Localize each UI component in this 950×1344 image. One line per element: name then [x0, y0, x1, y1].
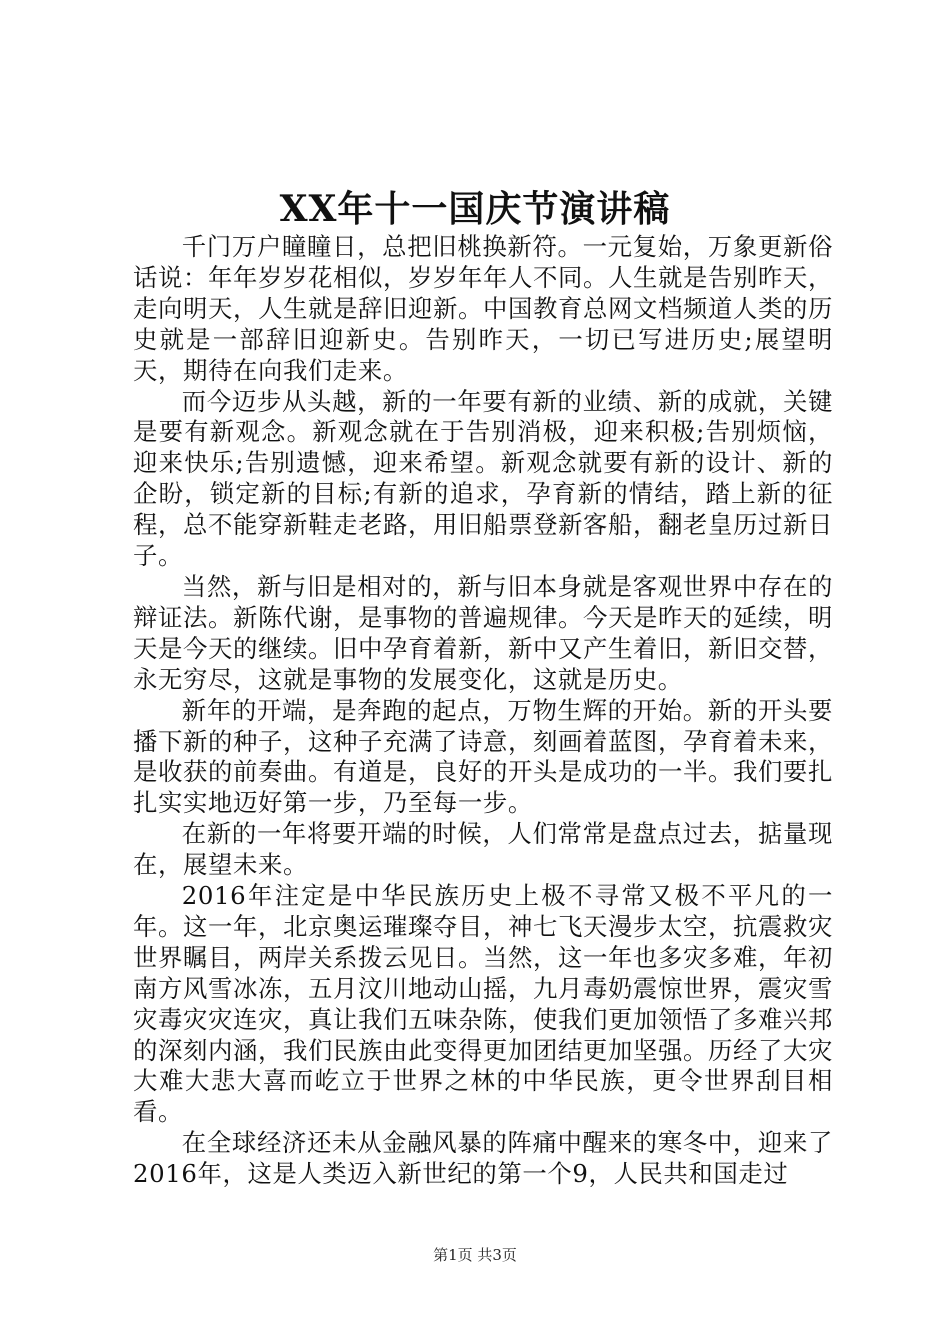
paragraph: 当然，新与旧是相对的，新与旧本身就是客观世界中存在的辩证法。新陈代谢，是事物的普遍规律。今天是昨天的延续，明天是今天的继续。旧中孕育着新，新中又产生着旧，新旧交替，永无穷尽，这就是事物的发展变化，这就是历史。 — [133, 571, 833, 694]
document-body — [133, 232, 833, 1190]
paragraph: 2016年注定是中华民族历史上极不寻常又极不平凡的一年。这一年，北京奥运璀璨夺目，神七飞天漫步太空，抗震救灾世界瞩目，两岸关系拨云见日。当然，这一年也多灾多难，年初南方风雪冰冻，五月汶川地动山摇，九月毒奶震惊世界，震灾雪灾毒灾灾连灾，真让我们五味杂陈，使我们更加领悟了多难兴邦的深刻内涵，我们民族由此变得更加团结更加坚强。历经了大灾大难大悲大喜而屹立于世界之林的中华民族，更令世界刮目相看。 — [133, 881, 833, 1127]
page-footer — [0, 1245, 950, 1265]
paragraph: 而今迈步从头越，新的一年要有新的业绩、新的成就，关键是要有新观念。新观念就在于告别消极，迎来积极;告别烦恼，迎来快乐;告别遗憾，迎来希望。新观念就要有新的设计、新的企盼，锁定新的目标;有新的追求，孕育新的情结，踏上新的征程，总不能穿新鞋走老路，用旧船票登新客船，翻老皇历过新日子。 — [133, 386, 833, 571]
document-title: XX年十一国庆节演讲稿 — [279, 188, 671, 230]
paragraph: 在全球经济还未从金融风暴的阵痛中醒来的寒冬中，迎来了2016年，这是人类迈入新世纪的第一个9，人民共和国走过 — [133, 1128, 833, 1189]
paragraph: 新年的开端，是奔跑的起点，万物生辉的开始。新的开头要播下新的种子，这种子充满了诗意，刻画着蓝图，孕育着未来，是收获的前奏曲。有道是，良好的开头是成功的一半。我们要扎扎实实地迈好第一步，乃至每一步。 — [133, 695, 833, 818]
paragraph: 千门万户瞳瞳日，总把旧桃换新符。一元复始，万象更新俗话说：年年岁岁花相似，岁岁年年人不同。人生就是告别昨天，走向明天，人生就是辞旧迎新。中国教育总网文档频道人类的历史就是一部辞旧迎新史。告别昨天，一切已写进历史;展望明天，期待在向我们走来。 — [133, 232, 833, 385]
page-number: 第1页 共3页 — [433, 1246, 517, 1264]
paragraph: 在新的一年将要开端的时候，人们常常是盘点过去，掂量现在，展望未来。 — [133, 819, 833, 880]
